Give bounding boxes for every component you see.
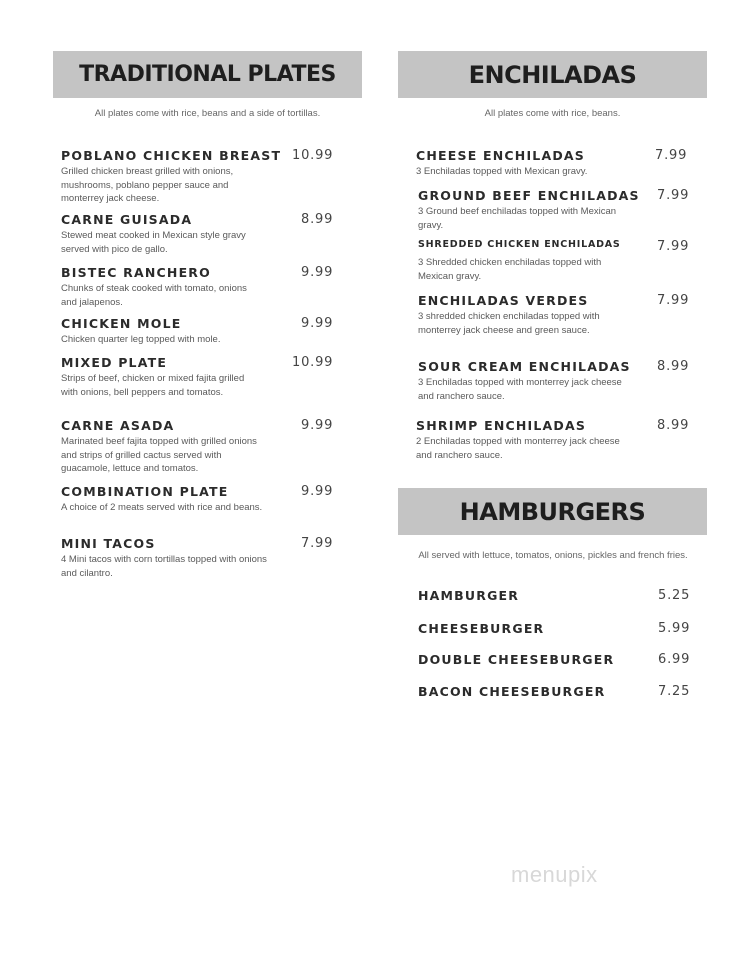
menu-item-chicken-mole xyxy=(61,316,334,356)
item-price: 6.99 xyxy=(658,652,691,667)
item-name: SHREDDED CHICKEN ENCHILADAS xyxy=(418,239,621,250)
item-name: CHEESE ENCHILADAS xyxy=(416,148,585,163)
item-price: 8.99 xyxy=(657,418,690,433)
item-description: Marinated beef fajita topped with grilled onions and strips of grilled cactus served with guacamole, lettuce and tomatos. xyxy=(61,436,257,474)
menu-item-sour-cream-enchiladas xyxy=(418,359,693,409)
item-price: 7.25 xyxy=(658,684,691,699)
item-price: 9.99 xyxy=(301,265,334,280)
menu-item-carne-asada xyxy=(61,418,334,478)
item-price: 7.99 xyxy=(657,239,690,254)
item-price: 10.99 xyxy=(292,148,334,163)
item-name: MINI TACOS xyxy=(61,536,156,551)
menu-item-cheeseburger xyxy=(418,621,693,639)
item-name: MIXED PLATE xyxy=(61,355,168,370)
item-name: COMBINATION PLATE xyxy=(61,484,229,499)
item-description: Stewed meat cooked in Mexican style gravy served with pico de gallo. xyxy=(61,230,246,255)
item-name: GROUND BEEF ENCHILADAS xyxy=(418,188,640,203)
enchiladas-title: ENCHILADAS xyxy=(468,60,637,89)
menupix-watermark: menupix xyxy=(511,862,598,887)
menu-item-mixed-plate xyxy=(61,355,334,415)
item-price: 5.99 xyxy=(658,621,691,636)
item-price: 10.99 xyxy=(292,355,334,370)
item-price: 7.99 xyxy=(657,188,690,203)
item-price: 7.99 xyxy=(301,536,334,551)
item-name: DOUBLE CHEESEBURGER xyxy=(418,652,615,667)
item-name: CHEESEBURGER xyxy=(418,621,545,636)
item-description: Grilled chicken breast grilled with onions, mushrooms, poblano pepper sauce and monterrey jack cheese. xyxy=(61,166,234,204)
item-description: 3 Enchiladas topped with Mexican gravy. xyxy=(416,166,588,177)
item-name: BACON CHEESEBURGER xyxy=(418,684,606,699)
item-name: POBLANO CHICKEN BREAST xyxy=(61,148,282,163)
item-price: 7.99 xyxy=(655,148,688,163)
enchiladas-header xyxy=(398,51,707,98)
item-price: 9.99 xyxy=(301,418,334,433)
item-name: SHRIMP ENCHILADAS xyxy=(416,418,587,433)
item-price: 9.99 xyxy=(301,484,334,499)
item-price: 9.99 xyxy=(301,316,334,331)
item-name: CARNE ASADA xyxy=(61,418,175,433)
item-price: 8.99 xyxy=(657,359,690,374)
item-description: 3 shredded chicken enchiladas topped with monterrey jack cheese and green sauce. xyxy=(418,311,600,336)
item-description: 4 Mini tacos with corn tortillas topped with onions and cilantro. xyxy=(61,554,267,579)
item-price: 8.99 xyxy=(301,212,334,227)
menu-item-shredded-chicken-enchiladas xyxy=(418,239,693,289)
item-description: Strips of beef, chicken or mixed fajita grilled with onions, bell peppers and tomatos. xyxy=(61,373,245,398)
item-description: Chicken quarter leg topped with mole. xyxy=(61,334,221,345)
item-name: CHICKEN MOLE xyxy=(61,316,182,331)
item-price: 7.99 xyxy=(657,293,690,308)
item-name: CARNE GUISADA xyxy=(61,212,193,227)
menu-item-mini-tacos xyxy=(61,536,334,581)
menu-item-hamburger xyxy=(418,588,693,606)
menu-item-enchiladas-verdes xyxy=(418,293,693,353)
hamburgers-header xyxy=(398,488,707,535)
item-description: 3 Shredded chicken enchiladas topped with Mexican gravy. xyxy=(418,257,602,282)
menu-item-shrimp-enchiladas xyxy=(416,418,691,468)
item-name: ENCHILADAS VERDES xyxy=(418,293,589,308)
menu-item-double-cheeseburger xyxy=(418,652,693,670)
menu-item-carne-guisada xyxy=(61,212,334,262)
item-description: A choice of 2 meats served with rice and beans. xyxy=(61,502,263,513)
menu-item-ground-beef-enchiladas xyxy=(418,188,693,238)
enchiladas-note: All plates come with rice, beans. xyxy=(484,108,621,119)
hamburgers-title: HAMBURGERS xyxy=(459,497,646,526)
hamburgers-note: All served with lettuce, tomatos, onions, pickles and french fries. xyxy=(418,550,688,561)
item-description: 3 Enchiladas topped with monterrey jack cheese and ranchero sauce. xyxy=(418,377,622,402)
item-name: BISTEC RANCHERO xyxy=(61,265,211,280)
menu-item-poblano-chicken-breast xyxy=(61,148,334,208)
item-description: Chunks of steak cooked with tomato, onions and jalapenos. xyxy=(61,283,247,308)
item-description: 3 Ground beef enchiladas topped with Mexican gravy. xyxy=(418,206,617,231)
item-description: 2 Enchiladas topped with monterrey jack cheese and ranchero sauce. xyxy=(416,436,620,461)
traditional-plates-note: All plates come with rice, beans and a side of tortillas. xyxy=(94,108,321,119)
item-name: HAMBURGER xyxy=(418,588,520,603)
traditional-plates-header xyxy=(53,51,362,98)
menu-item-bistec-ranchero xyxy=(61,265,334,315)
item-name: SOUR CREAM ENCHILADAS xyxy=(418,359,631,374)
traditional-plates-title: TRADITIONAL PLATES xyxy=(79,62,336,87)
item-price: 5.25 xyxy=(658,588,691,603)
menu-item-combination-plate xyxy=(61,484,334,529)
menu-item-bacon-cheeseburger xyxy=(418,684,693,702)
menu-item-cheese-enchiladas xyxy=(416,148,691,183)
